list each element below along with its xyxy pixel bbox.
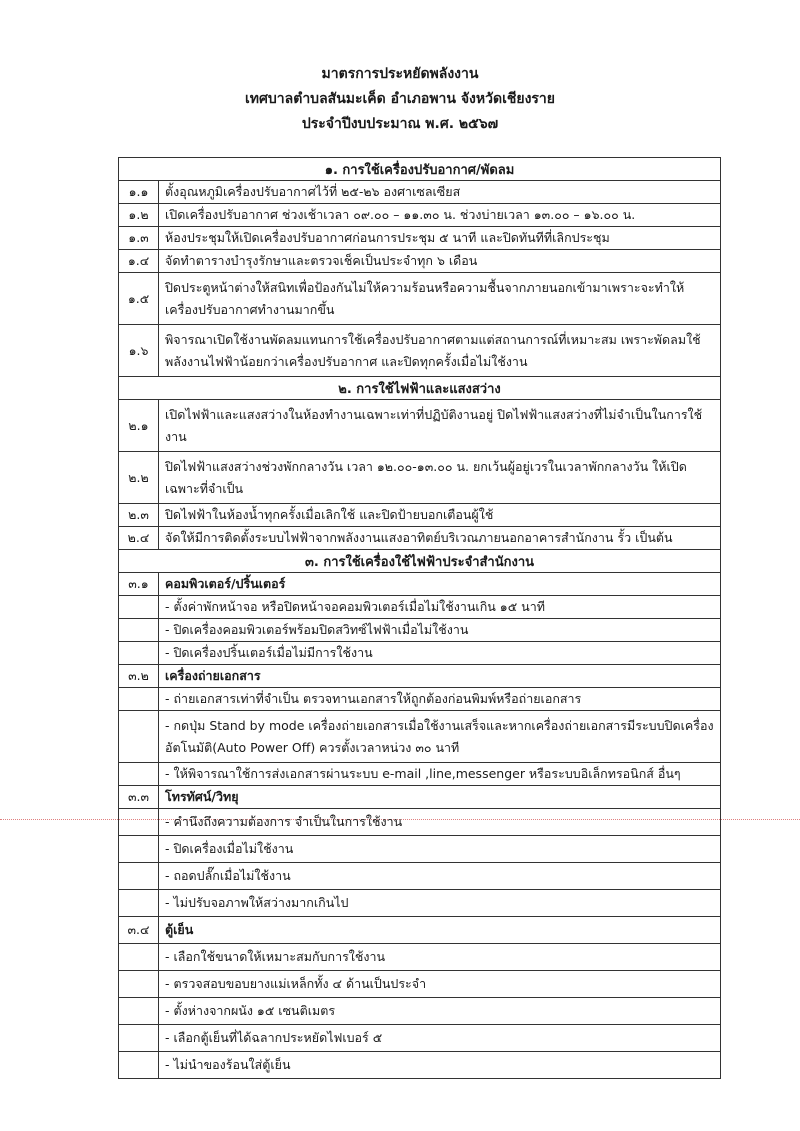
header-organization: เทศบาลตำบลสันมะเค็ด อำเภอพาน จังหวัดเชียงราย — [245, 91, 555, 107]
table-row — [119, 596, 721, 619]
item-number: ๒.๑ — [119, 400, 159, 452]
item-number: ๑.๖ — [119, 325, 159, 377]
table-row — [119, 400, 721, 452]
empty-cell — [119, 971, 159, 998]
empty-cell — [119, 809, 159, 836]
table-row — [119, 998, 721, 1025]
group-title: ตู้เย็น — [159, 917, 721, 944]
item-number: ๑.๒ — [119, 204, 159, 227]
item-text: เปิดไฟฟ้าและแสงสว่างในห้องทำงานเฉพาะเท่าที่ปฏิบัติงานอยู่ ปิดไฟฟ้าแสงสว่างที่ไม่จำเป็นในการใช้งาน — [159, 400, 721, 452]
section-header — [119, 377, 721, 400]
table-row — [119, 181, 721, 204]
table-row — [119, 809, 721, 836]
section-title: ๑. การใช้เครื่องปรับอากาศ/พัดลม — [119, 158, 721, 181]
table-row — [119, 642, 721, 665]
table-row — [119, 688, 721, 711]
empty-cell — [119, 836, 159, 863]
empty-cell — [119, 642, 159, 665]
item-text: ปิดประตูหน้าต่างให้สนิทเพื่อป้องกันไม่ให้ความร้อนหรือความชื้นจากภายนอกเข้ามาเพราะจะทำให้เครื่องปรับอากาศทำงานมากขึ้น — [159, 273, 721, 325]
item-text: - เลือกตู้เย็นที่ได้ฉลากประหยัดไฟเบอร์ ๕ — [159, 1025, 721, 1052]
item-number: ๒.๔ — [119, 527, 159, 550]
group-title: โทรทัศน์/วิทยุ — [159, 786, 721, 809]
item-text: ห้องประชุมให้เปิดเครื่องปรับอากาศก่อนการประชุม ๕ นาที และปิดทันทีที่เลิกประชุม — [159, 227, 721, 250]
table-row — [119, 619, 721, 642]
item-text: - ไม่ปรับจอภาพให้สว่างมากเกินไป — [159, 890, 721, 917]
empty-cell — [119, 619, 159, 642]
group-title: เครื่องถ่ายเอกสาร — [159, 665, 721, 688]
empty-cell — [119, 998, 159, 1025]
item-text: จัดให้มีการติดตั้งระบบไฟฟ้าจากพลังงานแสงอาทิตย์บริเวณภายนอกอาคารสำนักงาน รั้ว เป็นต้น — [159, 527, 721, 550]
item-text: - ตรวจสอบขอบยางแม่เหล็กทั้ง ๔ ด้านเป็นประจำ — [159, 971, 721, 998]
empty-cell — [119, 890, 159, 917]
table-row — [119, 250, 721, 273]
subgroup-row — [119, 665, 721, 688]
document-header — [0, 62, 800, 137]
empty-cell — [119, 944, 159, 971]
item-number: ๒.๓ — [119, 504, 159, 527]
item-text: - ปิดเครื่องเมื่อไม่ใช้งาน — [159, 836, 721, 863]
table-row — [119, 971, 721, 998]
table-row — [119, 836, 721, 863]
item-text: - ไม่นำของร้อนใส่ตู้เย็น — [159, 1052, 721, 1079]
empty-cell — [119, 763, 159, 786]
table-row — [119, 890, 721, 917]
item-number: ๑.๑ — [119, 181, 159, 204]
section-header — [119, 158, 721, 181]
item-text: - คำนึงถึงความต้องการ จำเป็นในการใช้งาน — [159, 809, 721, 836]
item-text: เปิดเครื่องปรับอากาศ ช่วงเช้าเวลา ๐๙.๐๐ – ๑๑.๓๐ น. ช่วงบ่ายเวลา ๑๓.๐๐ – ๑๖.๐๐ น. — [159, 204, 721, 227]
item-text: - ถอดปลั๊กเมื่อไม่ใช้งาน — [159, 863, 721, 890]
group-number: ๓.๒ — [119, 665, 159, 688]
item-text: - ให้พิจารณาใช้การส่งเอกสารผ่านระบบ e-mail ,line,messenger หรือระบบอิเล็กทรอนิกส์ อื่นๆ — [159, 763, 721, 786]
empty-cell — [119, 1052, 159, 1079]
item-text: - กดปุ่ม Stand by mode เครื่องถ่ายเอกสารเมื่อใช้งานเสร็จและหากเครื่องถ่ายเอกสารมีระบบปิดเครื่องอัตโนมัติ(Auto Power Off) ควรตั้งเวลาหน่วง ๓๐ นาที — [159, 711, 721, 763]
item-number: ๒.๒ — [119, 452, 159, 504]
item-text: - ปิดเครื่องคอมพิวเตอร์พร้อมปิดสวิทซ์ไฟฟ้าเมื่อไม่ใช้งาน — [159, 619, 721, 642]
group-number: ๓.๑ — [119, 573, 159, 596]
item-text: พิจารณาเปิดใช้งานพัดลมแทนการใช้เครื่องปรับอากาศตามแต่สถานการณ์ที่เหมาะสม เพราะพัดลมใช้พลังงานไฟฟ้าน้อยกว่าเครื่องปรับอากาศ และปิดทุกครั้งเมื่อไม่ใช้งาน — [159, 325, 721, 377]
item-text: ตั้งอุณหภูมิเครื่องปรับอากาศไว้ที่ ๒๕-๒๖ องศาเซลเซียส — [159, 181, 721, 204]
group-number: ๓.๔ — [119, 917, 159, 944]
item-text: จัดทำตารางบำรุงรักษาและตรวจเช็คเป็นประจำทุก ๖ เดือน — [159, 250, 721, 273]
section-header — [119, 550, 721, 573]
header-fiscal-year: ประจำปีงบประมาณ พ.ศ. ๒๕๖๗ — [301, 116, 499, 132]
item-text: - ตั้งค่าพักหน้าจอ หรือปิดหน้าจอคอมพิวเตอร์เมื่อไม่ใช้งานเกิน ๑๕ นาที — [159, 596, 721, 619]
table-row — [119, 711, 721, 763]
table-row — [119, 1025, 721, 1052]
item-number: ๑.๕ — [119, 273, 159, 325]
table-row — [119, 273, 721, 325]
empty-cell — [119, 711, 159, 763]
measures-table — [118, 157, 721, 1079]
group-number: ๓.๓ — [119, 786, 159, 809]
subgroup-row — [119, 786, 721, 809]
empty-cell — [119, 1025, 159, 1052]
item-number: ๑.๔ — [119, 250, 159, 273]
table-row — [119, 227, 721, 250]
table-row — [119, 527, 721, 550]
table-row — [119, 325, 721, 377]
empty-cell — [119, 863, 159, 890]
table-row — [119, 944, 721, 971]
item-text: - ตั้งห่างจากผนัง ๑๕ เซนติเมตร — [159, 998, 721, 1025]
item-text: ปิดไฟฟ้าในห้องน้ำทุกครั้งเมื่อเลิกใช้ และปิดป้ายบอกเตือนผู้ใช้ — [159, 504, 721, 527]
group-title: คอมพิวเตอร์/ปริ้นเตอร์ — [159, 573, 721, 596]
item-text: - เลือกใช้ขนาดให้เหมาะสมกับการใช้งาน — [159, 944, 721, 971]
table-row — [119, 763, 721, 786]
item-text: - ถ่ายเอกสารเท่าที่จำเป็น ตรวจทานเอกสารให้ถูกต้องก่อนพิมพ์หรือถ่ายเอกสาร — [159, 688, 721, 711]
item-number: ๑.๓ — [119, 227, 159, 250]
section-title: ๓. การใช้เครื่องใช้ไฟฟ้าประจำสำนักงาน — [119, 550, 721, 573]
table-row — [119, 452, 721, 504]
item-text: ปิดไฟฟ้าแสงสว่างช่วงพักกลางวัน เวลา ๑๒.๐๐-๑๓.๐๐ น. ยกเว้นผู้อยู่เวรในเวลาพักกลางวัน ให้เปิดเฉพาะที่จำเป็น — [159, 452, 721, 504]
empty-cell — [119, 688, 159, 711]
empty-cell — [119, 596, 159, 619]
subgroup-row — [119, 573, 721, 596]
subgroup-row — [119, 917, 721, 944]
table-row — [119, 504, 721, 527]
table-row — [119, 863, 721, 890]
section-title: ๒. การใช้ไฟฟ้าและแสงสว่าง — [119, 377, 721, 400]
header-title: มาตรการประหยัดพลังงาน — [321, 66, 479, 82]
table-row — [119, 1052, 721, 1079]
table-row — [119, 204, 721, 227]
item-text: - ปิดเครื่องปริ้นเตอร์เมื่อไม่มีการใช้งาน — [159, 642, 721, 665]
